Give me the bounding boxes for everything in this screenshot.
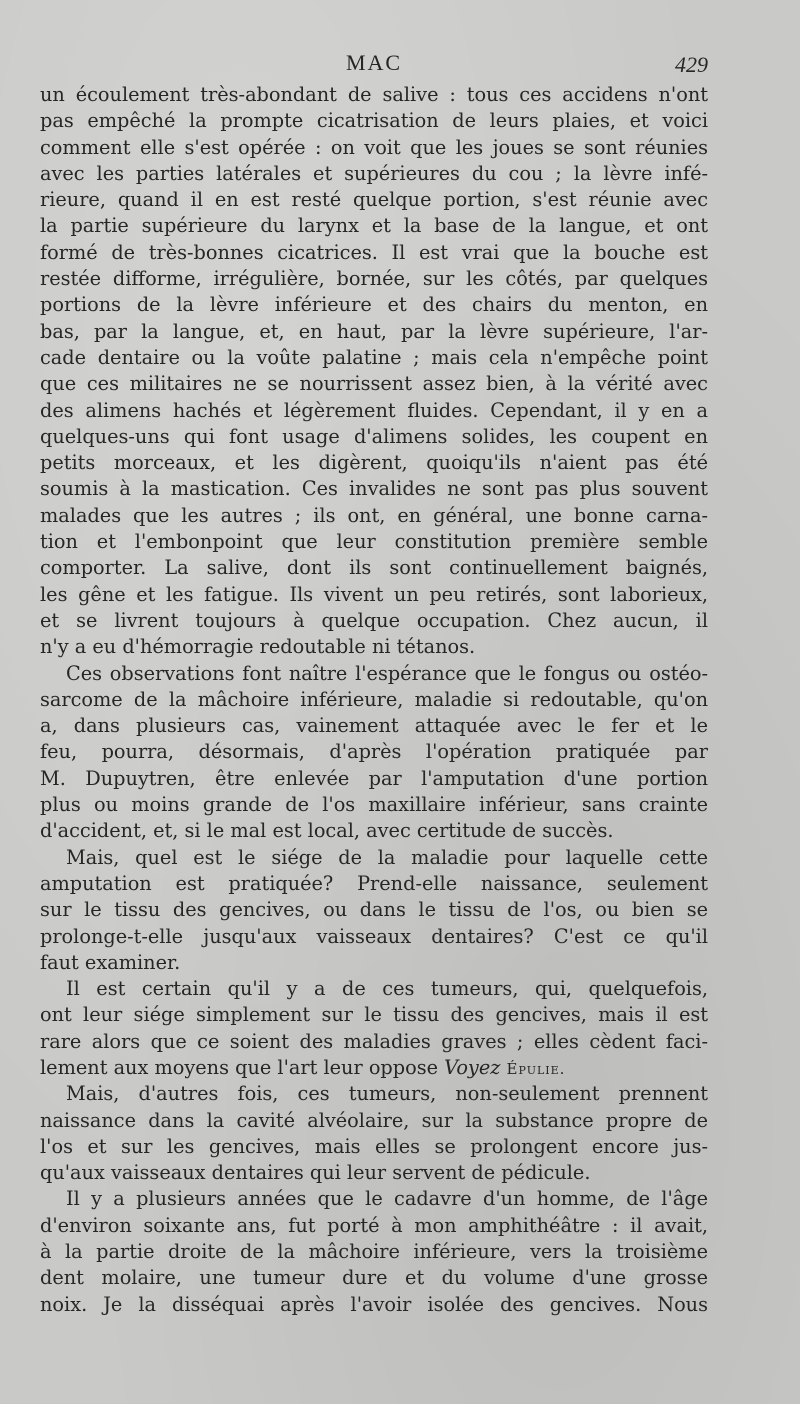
text-line: restée difforme, irrégulière, bornée, sur les côtés, par quelques xyxy=(40,267,708,291)
text-segment: lement aux moyens que l'art leur oppose xyxy=(40,1055,439,1079)
text-line: que ces militaires ne se nourrissent assez bien, à la vérité avec xyxy=(40,372,708,396)
see-reference: Voyez xyxy=(444,1055,501,1079)
text-line: formé de très-bonnes cicatrices. Il est vrai que la bouche est xyxy=(40,240,708,264)
text-line: cade dentaire ou la voûte palatine ; mais cela n'empêche point xyxy=(40,345,708,369)
text-line: rare alors que ce soient des maladies graves ; elles cèdent faci- xyxy=(40,1029,708,1053)
text-line: feu, pourra, désormais, d'après l'opération pratiquée par xyxy=(40,740,708,764)
text-line: Il est certain qu'il y a de ces tumeurs, qui, quelquefois, xyxy=(66,977,708,1001)
text-line: petits morceaux, et les digèrent, quoiqu'ils n'aient pas été xyxy=(40,451,708,475)
text-line: sur le tissu des gencives, ou dans le tissu de l'os, ou bien se xyxy=(40,898,708,922)
text-line: amputation est pratiquée? Prend-elle naissance, seulement xyxy=(40,871,708,895)
text-line: bas, par la langue, et, en haut, par la lèvre supérieure, l'ar- xyxy=(40,319,708,343)
text-line: malades que les autres ; ils ont, en général, une bonne carna- xyxy=(40,503,708,527)
text-line: avec les parties latérales et supérieures du cou ; la lèvre infé- xyxy=(40,161,708,185)
text-line: a, dans plusieurs cas, vainement attaquée avec le fer et le xyxy=(40,714,708,738)
text-line: Ces observations font naître l'espérance que le fongus ou ostéo- xyxy=(66,661,708,685)
text-line: Il y a plusieurs années que le cadavre d'un homme, de l'âge xyxy=(66,1187,708,1211)
running-head: MAC xyxy=(345,50,403,75)
text-line: qu'aux vaisseaux dentaires qui leur servent de pédicule. xyxy=(40,1161,591,1185)
text-line: M. Dupuytren, être enlevée par l'amputation d'une portion xyxy=(40,766,708,790)
text-line: à la partie droite de la mâchoire inférieure, vers la troisième xyxy=(40,1240,708,1264)
text-line: naissance dans la cavité alvéolaire, sur la substance propre de xyxy=(40,1108,708,1132)
text-line: prolonge-t-elle jusqu'aux vaisseaux dentaires? C'est ce qu'il xyxy=(40,924,708,948)
body-text xyxy=(40,82,708,1318)
cross-reference-epulie: Épulie. xyxy=(506,1059,566,1078)
text-line: dent molaire, une tumeur dure et du volume d'une grosse xyxy=(40,1266,708,1290)
text-line: un écoulement très-abondant de salive : tous ces accidens n'ont xyxy=(40,83,708,106)
text-line: ont leur siége simplement sur le tissu des gencives, mais il est xyxy=(40,1003,708,1027)
text-line: des alimens hachés et légèrement fluides. Cependant, il y en a xyxy=(40,398,708,422)
text-line: noix. Je la disséquai après l'avoir isolée des gencives. Nous xyxy=(40,1292,708,1316)
text-line: et se livrent toujours à quelque occupation. Chez aucun, il xyxy=(40,608,708,632)
text-line: portions de la lèvre inférieure et des chairs du menton, en xyxy=(40,293,708,317)
text-line: quelques-uns qui font usage d'alimens solides, les coupent en xyxy=(40,424,708,448)
text-line: la partie supérieure du larynx et la base de la langue, et ont xyxy=(40,214,708,238)
text-line: sarcome de la mâchoire inférieure, maladie si redoutable, qu'on xyxy=(40,687,708,711)
text-line: soumis à la mastication. Ces invalides ne sont pas plus souvent xyxy=(40,477,708,501)
text-line: rieure, quand il en est resté quelque portion, s'est réunie avec xyxy=(40,188,708,212)
page-number: 429 xyxy=(675,52,708,77)
text-line: pas empêché la prompte cicatrisation de leurs plaies, et voici xyxy=(40,109,708,133)
text-line: l'os et sur les gencives, mais elles se prolongent encore jus- xyxy=(40,1134,708,1158)
text-line: Mais, d'autres fois, ces tumeurs, non-seulement prennent xyxy=(66,1082,708,1106)
text-line: d'accident, et, si le mal est local, avec certitude de succès. xyxy=(40,819,614,843)
page-header xyxy=(40,50,708,80)
text-line: faut examiner. xyxy=(40,950,181,974)
text-line: tion et l'embonpoint que leur constitution première semble xyxy=(40,530,708,554)
text-line: comment elle s'est opérée : on voit que les joues se sont réunies xyxy=(40,135,708,159)
text-line: comporter. La salive, dont ils sont continuellement baignés, xyxy=(40,556,708,580)
text-line: n'y a eu d'hémorragie redoutable ni tétanos. xyxy=(40,635,476,659)
text-line: les gêne et les fatigue. Ils vivent un peu retirés, sont laborieux, xyxy=(40,582,708,606)
text-line xyxy=(40,1055,708,1081)
text-line: plus ou moins grande de l'os maxillaire inférieur, sans crainte xyxy=(40,793,708,817)
text-line: d'environ soixante ans, fut porté à mon amphithéâtre : il avait, xyxy=(40,1213,708,1237)
text-line: Mais, quel est le siége de la maladie pour laquelle cette xyxy=(66,845,708,869)
